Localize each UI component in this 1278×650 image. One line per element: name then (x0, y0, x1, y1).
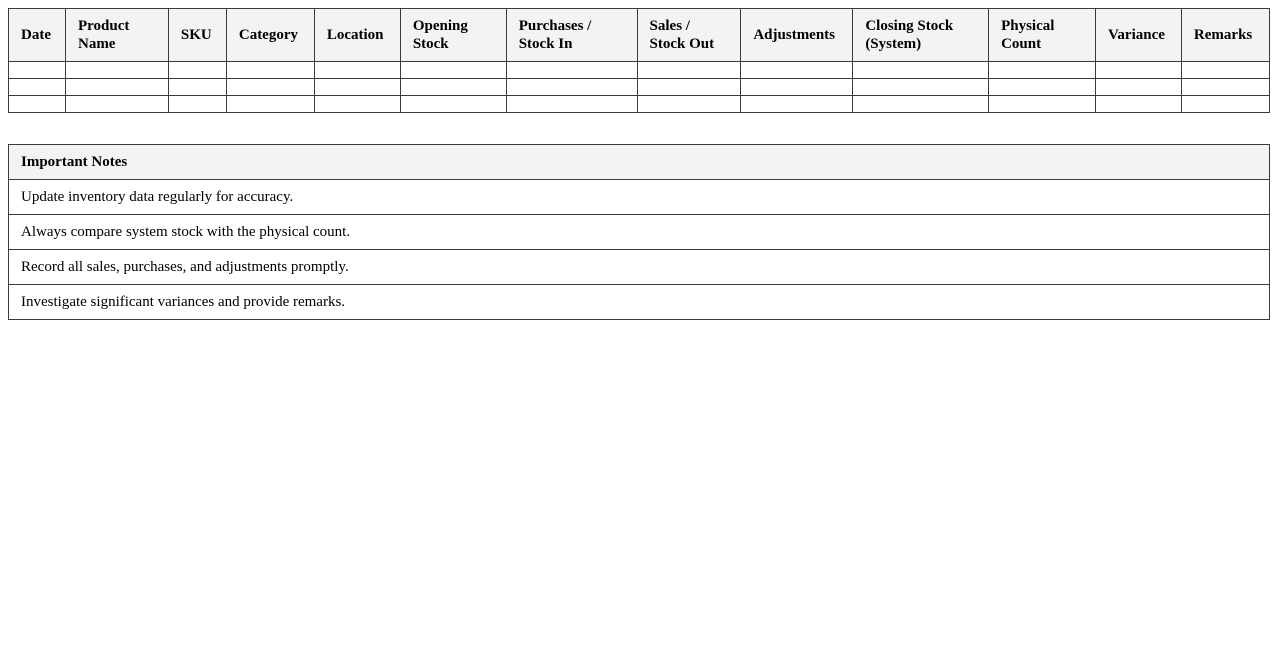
table-cell[interactable] (314, 96, 400, 113)
table-cell[interactable] (506, 62, 637, 79)
note-item: Update inventory data regularly for accuracy. (9, 180, 1270, 215)
note-row (9, 285, 1270, 320)
header-remarks: Remarks (1181, 9, 1269, 62)
page-container (0, 0, 1278, 320)
header-category: Category (226, 9, 314, 62)
table-cell[interactable] (65, 79, 168, 96)
table-cell[interactable] (1095, 62, 1181, 79)
table-cell[interactable] (1181, 96, 1269, 113)
header-product-name: Product Name (65, 9, 168, 62)
header-variance: Variance (1095, 9, 1181, 62)
table-cell[interactable] (9, 62, 66, 79)
table-row (9, 62, 1270, 79)
table-cell[interactable] (226, 79, 314, 96)
table-cell[interactable] (314, 62, 400, 79)
header-date: Date (9, 9, 66, 62)
note-item: Investigate significant variances and provide remarks. (9, 285, 1270, 320)
table-cell[interactable] (637, 96, 741, 113)
note-item: Always compare system stock with the physical count. (9, 215, 1270, 250)
table-cell[interactable] (65, 62, 168, 79)
header-adjustments: Adjustments (741, 9, 853, 62)
notes-table (8, 144, 1270, 320)
header-opening-stock: Opening Stock (400, 9, 506, 62)
table-row (9, 96, 1270, 113)
table-cell[interactable] (1181, 62, 1269, 79)
header-sku: SKU (168, 9, 226, 62)
note-row (9, 250, 1270, 285)
notes-title: Important Notes (9, 145, 1270, 180)
header-physical-count: Physical Count (989, 9, 1096, 62)
notes-header-row (9, 145, 1270, 180)
table-cell[interactable] (9, 96, 66, 113)
inventory-table (8, 8, 1270, 113)
table-cell[interactable] (741, 96, 853, 113)
table-cell[interactable] (314, 79, 400, 96)
header-sales-stock-out: Sales / Stock Out (637, 9, 741, 62)
header-purchases-stock-in: Purchases / Stock In (506, 9, 637, 62)
table-cell[interactable] (853, 62, 989, 79)
table-cell[interactable] (1095, 96, 1181, 113)
table-cell[interactable] (637, 62, 741, 79)
table-cell[interactable] (1181, 79, 1269, 96)
table-cell[interactable] (506, 79, 637, 96)
table-cell[interactable] (400, 62, 506, 79)
table-row (9, 79, 1270, 96)
table-cell[interactable] (741, 62, 853, 79)
table-cell[interactable] (400, 79, 506, 96)
note-item: Record all sales, purchases, and adjustments promptly. (9, 250, 1270, 285)
header-closing-stock-system: Closing Stock (System) (853, 9, 989, 62)
table-cell[interactable] (9, 79, 66, 96)
table-cell[interactable] (226, 62, 314, 79)
table-cell[interactable] (168, 96, 226, 113)
table-cell[interactable] (989, 96, 1096, 113)
inventory-table-body (9, 62, 1270, 113)
table-cell[interactable] (853, 96, 989, 113)
table-cell[interactable] (741, 79, 853, 96)
header-location: Location (314, 9, 400, 62)
table-cell[interactable] (853, 79, 989, 96)
table-cell[interactable] (1095, 79, 1181, 96)
note-row (9, 180, 1270, 215)
table-cell[interactable] (400, 96, 506, 113)
note-row (9, 215, 1270, 250)
table-cell[interactable] (168, 62, 226, 79)
table-cell[interactable] (637, 79, 741, 96)
table-cell[interactable] (989, 79, 1096, 96)
table-cell[interactable] (506, 96, 637, 113)
table-cell[interactable] (168, 79, 226, 96)
table-cell[interactable] (65, 96, 168, 113)
inventory-header-row (9, 9, 1270, 62)
table-cell[interactable] (989, 62, 1096, 79)
table-cell[interactable] (226, 96, 314, 113)
